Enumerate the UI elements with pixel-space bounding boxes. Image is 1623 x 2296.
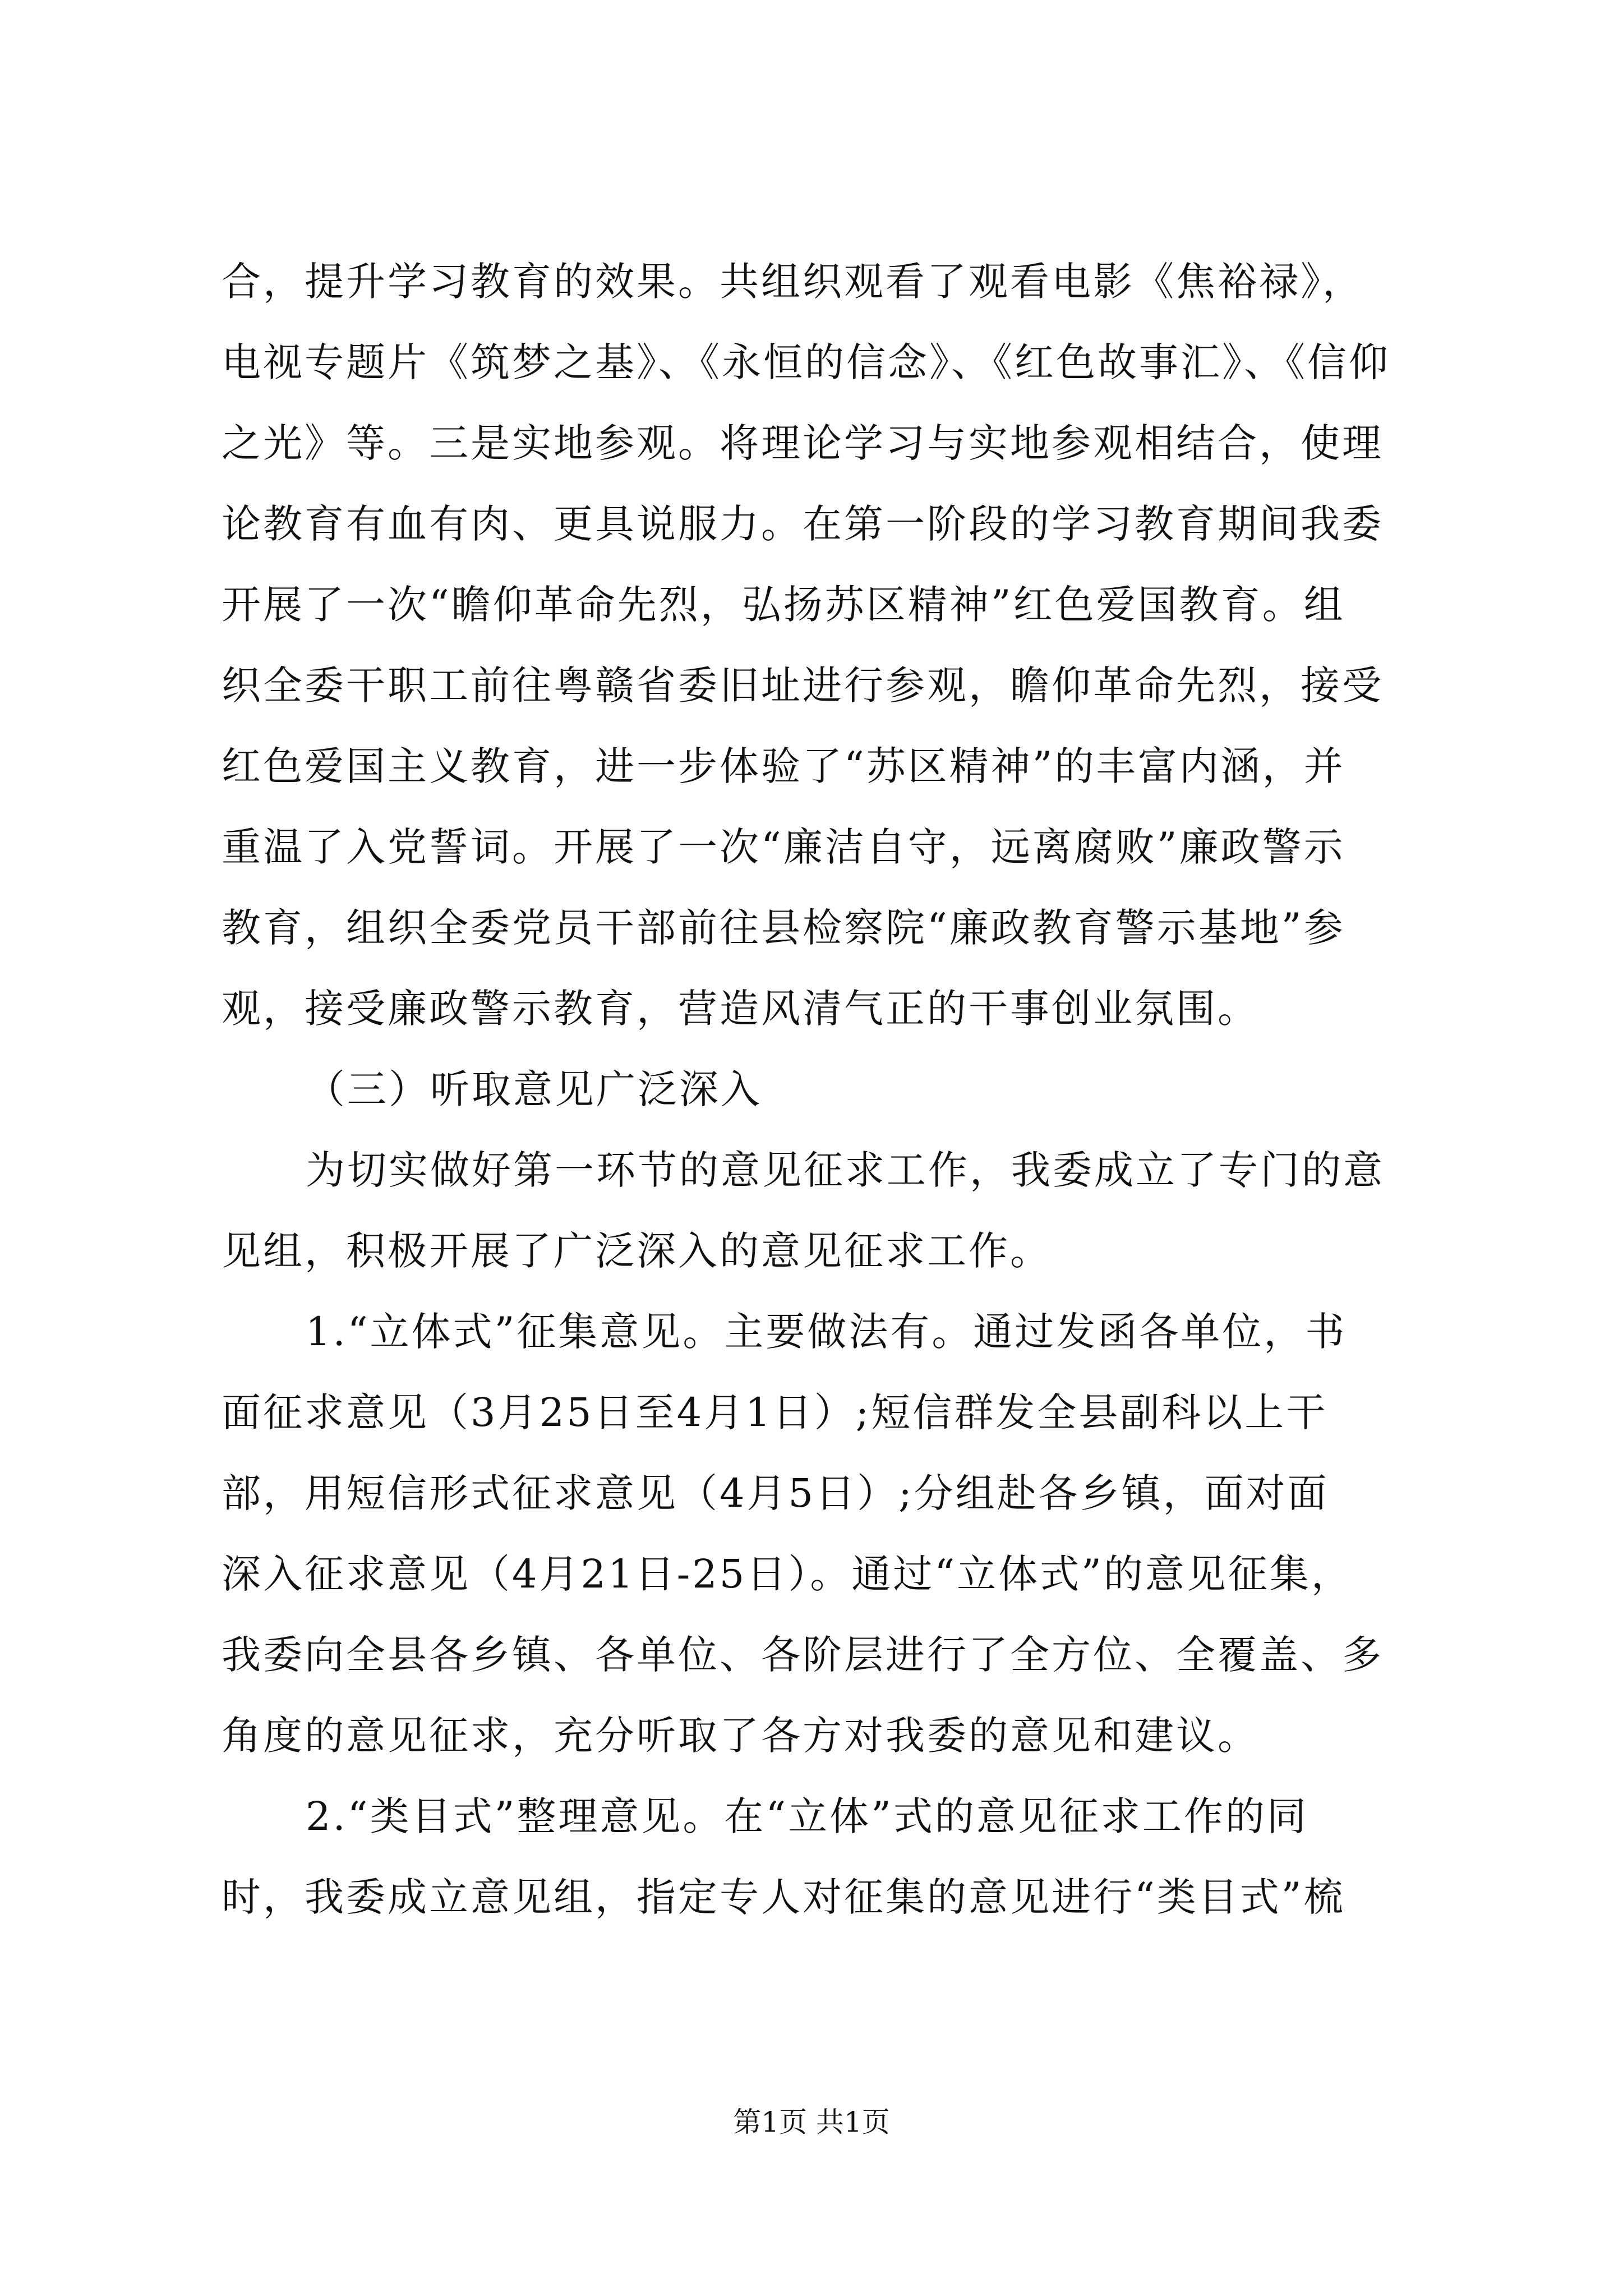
text-line: 面征求意见（3月25日至4月1日）;短信群发全县副科以上干: [222, 1389, 1328, 1435]
paragraph-first-line: 1.“立体式”征集意见。主要做法有。通过发函各单位，书: [306, 1309, 1347, 1355]
text-line: 织全委干职工前往粤赣省委旧址进行参观，瞻仰革命先烈，接受: [222, 662, 1384, 708]
paragraph-first-line: 2.“类目式”整理意见。在“立体”式的意见征求工作的同: [306, 1793, 1308, 1839]
text-line: 重温了入党誓词。开展了一次“廉洁自守，远离腐败”廉政警示: [222, 824, 1345, 870]
text-line: 我委向全县各乡镇、各单位、各阶层进行了全方位、全覆盖、多: [222, 1632, 1384, 1678]
text-line: 时，我委成立意见组，指定专人对征集的意见进行“类目式”梳: [222, 1874, 1345, 1920]
document-body: [222, 241, 1433, 1938]
text-line: 红色爱国主义教育，进一步体验了“苏区精神”的丰富内涵，并: [222, 743, 1345, 789]
text-line: 论教育有血有肉、更具说服力。在第一阶段的学习教育期间我委: [222, 501, 1384, 547]
section-heading: （三）听取意见广泛深入: [306, 1066, 762, 1112]
text-line: 开展了一次“瞻仰革命先烈，弘扬苏区精神”红色爱国教育。组: [222, 582, 1345, 628]
text-line: 合，提升学习教育的效果。共组织观看了观看电影《焦裕禄》，: [222, 259, 1364, 305]
text-line: 电视专题片《筑梦之基》、《永恒的信念》、《红色故事汇》、《信仰: [222, 339, 1390, 385]
text-line: 之光》等。三是实地参观。将理论学习与实地参观相结合，使理: [222, 420, 1384, 466]
text-line: 深入征求意见（4月21日-25日）。通过“立体式”的意见征集，: [222, 1551, 1353, 1597]
text-line: 观，接受廉政警示教育，营造风清气正的干事创业氛围。: [222, 986, 1259, 1032]
page-footer: 第1页 共1页: [733, 2106, 890, 2138]
paragraph-first-line: 为切实做好第一环节的意见征求工作，我委成立了专门的意: [306, 1147, 1385, 1193]
text-line: 部，用短信形式征求意见（4月5日）;分组赴各乡镇，面对面: [222, 1470, 1329, 1516]
text-line: 角度的意见征求，充分听取了各方对我委的意见和建议。: [222, 1713, 1259, 1759]
text-line: 见组，积极开展了广泛深入的意见征求工作。: [222, 1228, 1052, 1274]
text-line: 教育，组织全委党员干部前往县检察院“廉政教育警示基地”参: [222, 905, 1345, 951]
